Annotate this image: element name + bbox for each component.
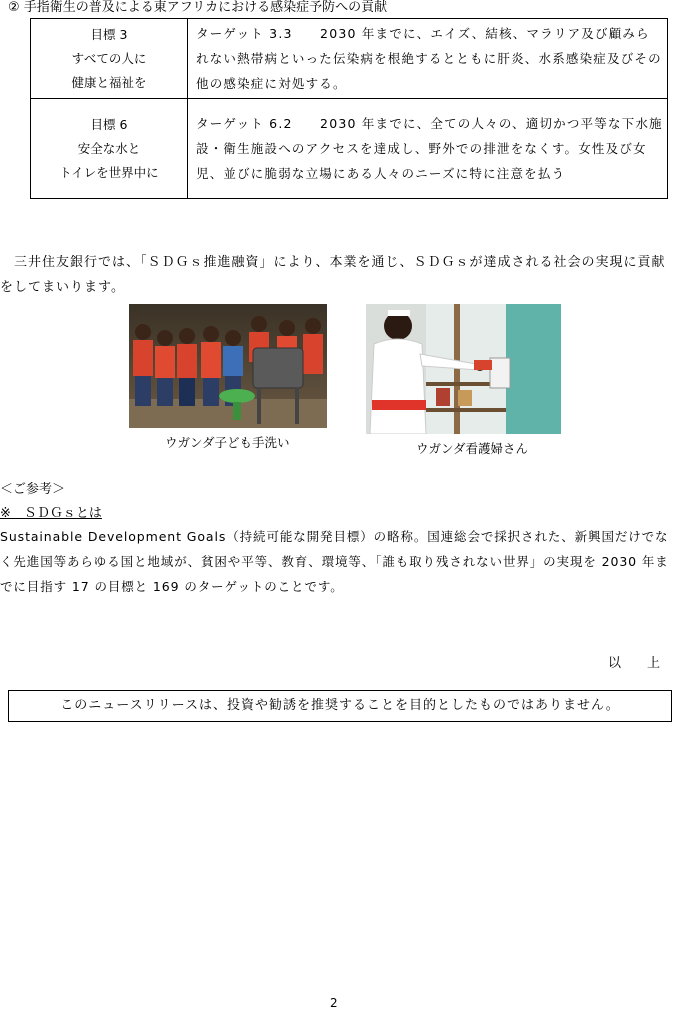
table-row — [31, 99, 668, 199]
children-handwashing-illustration — [129, 304, 327, 428]
goal-line: 安全な水と — [77, 140, 141, 156]
intro-paragraph: 三井住友銀行では、「ＳＤＧｓ推進融資」により、本業を通じ、ＳＤＧｓが達成される社会の実現に貢献をしてまいります。 — [0, 255, 666, 295]
nurse-photo — [366, 304, 561, 434]
target-cell: ターゲット 6.2 2030 年までに、全ての人々の、適切かつ平等な下水施設・衛生施設へのアクセスを達成し、野外での排泄をなくす。女性及び女児、並びに脆弱な立場にある人々のニーズに特に注意を払う — [188, 99, 668, 199]
photo-caption: ウガンダ子ども手洗い — [165, 435, 290, 450]
reference-title: ※ ＳＤＧｓとは — [0, 506, 102, 521]
disclaimer-notice: このニュースリリースは、投資や勧誘を推奨することを目的としたものではありません。 — [8, 690, 672, 722]
goal-line: 目標 6 — [90, 116, 128, 132]
table-row — [31, 19, 668, 99]
goal-cell — [31, 99, 188, 199]
section-heading: ② 手指衛生の普及による東アフリカにおける感染症予防への貢献 — [8, 0, 388, 15]
photo-caption: ウガンダ看護婦さん — [416, 441, 529, 456]
page-number: 2 — [330, 996, 338, 1010]
goal-line: トイレを世界中に — [59, 164, 159, 180]
goal-line: 目標 3 — [90, 26, 128, 42]
reference-label: ＜ご参考＞ — [0, 482, 66, 497]
reference-body: Sustainable Development Goals（持続可能な開発目標）の略称。国連総会で採択された、新興国だけでなく先進国等あらゆる国と地域が、貧困や平等、教育、環境等、「誰も取り残されない世界」の実現を 2030 年までに目指す 17 の目標と 169 のターゲットのことです。 — [0, 529, 669, 594]
goal-line: すべての人に — [71, 50, 147, 66]
closing-mark: 以 上 — [608, 656, 661, 671]
target-cell: ターゲット 3.3 2030 年までに、エイズ、結核、マラリア及び顧みられない熱帯病といった伝染病を根絶するとともに肝炎、水系感染症及びその他の感染症に対処する。 — [188, 19, 668, 99]
goal-cell — [31, 19, 188, 99]
nurse-illustration — [366, 304, 561, 434]
goal-line: 健康と福祉を — [71, 74, 147, 90]
children-handwashing-photo — [129, 304, 327, 428]
sdg-goals-table — [30, 18, 668, 199]
